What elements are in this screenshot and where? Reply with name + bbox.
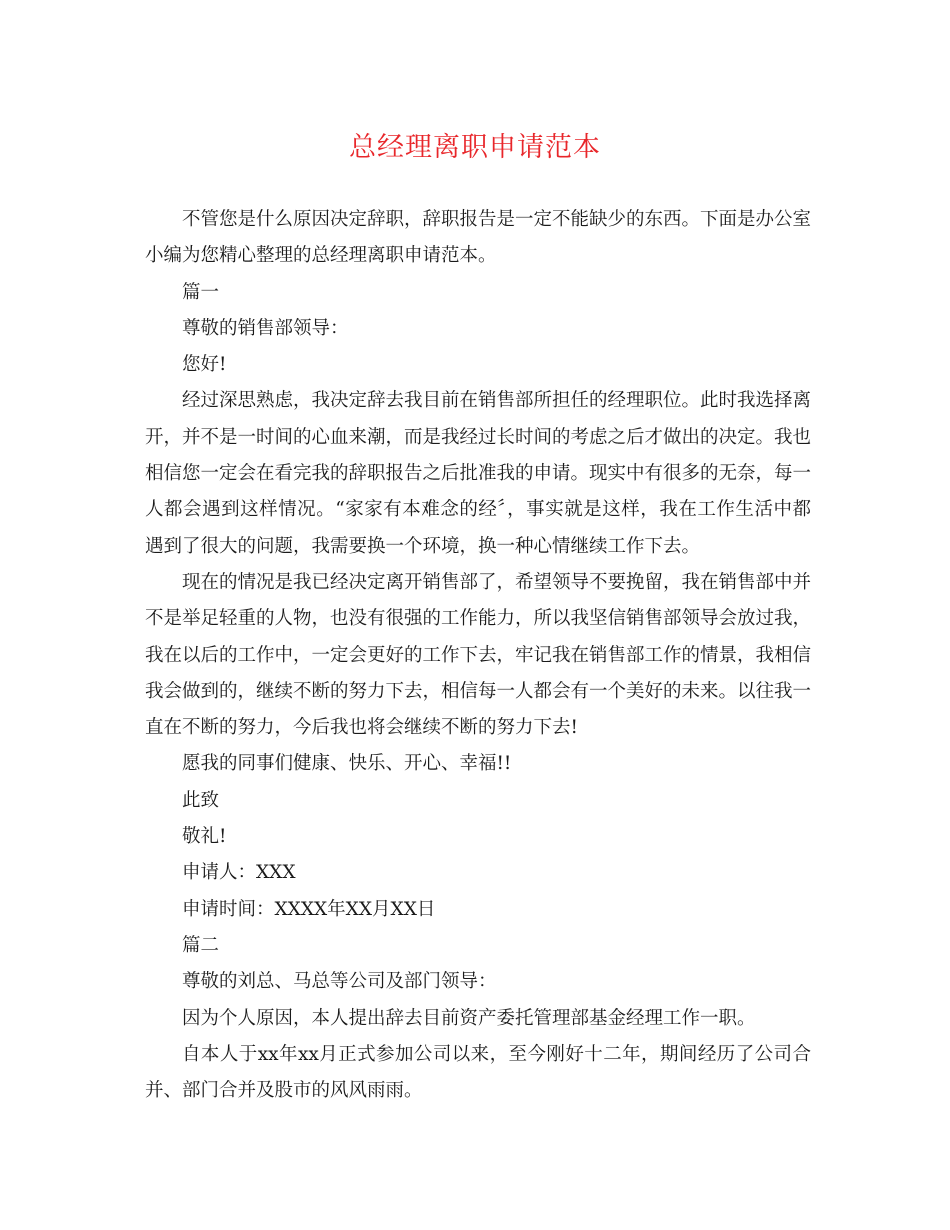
part1-closing-2: 敬礼! — [182, 826, 227, 848]
part2-paragraph-2: 自本人于xx年xx月正式参加公司以来，至今刚好十二年，期间经历了公司合并、部门合并及股市的风风雨雨。 — [145, 1043, 811, 1102]
part1-greeting: 您好! — [182, 354, 227, 376]
part1-paragraph-1: 经过深思熟虑，我决定辞去我目前在销售部所担任的经理职位。此时我选择离开，并不是一时间的心血来潮，而是我经过长时间的考虑之后才做出的决定。我也相信您一定会在看完我的辞职报告之后批准我的申请。现实中有很多的无奈，每一人都会遇到这样情况。“家家有本难念的经〞，事实就是这样，我在工作生活中都遇到了很大的问题，我需要换一个环境，换一种心情继续工作下去。 — [145, 390, 812, 557]
part1-wishes: 愿我的同事们健康、快乐、开心、幸福!! — [182, 753, 512, 775]
part1-salutation: 尊敬的销售部领导： — [182, 317, 349, 339]
intro-paragraph: 不管您是什么原因决定辞职，辞职报告是一定不能缺少的东西。下面是办公室小编为您精心整理的总经理离职申请范本。 — [145, 209, 812, 267]
part2-salutation: 尊敬的刘总、马总等公司及部门领导： — [182, 971, 497, 993]
part1-closing-1: 此致 — [182, 789, 220, 811]
part1-paragraph-2: 现在的情况是我已经决定离开销售部了，希望领导不要挽留，我在销售部中并不是举足轻重的人物，也没有很强的工作能力，所以我坚信销售部领导会放过我，我在以后的工作中，一定会更好的工作下去，牢记我在销售部工作的情景，我相信我会做到的，继续不断的努力下去，相信每一人都会有一个美好的未来。以往我一直在不断的努力，今后我也将会继续不断的努力下去! — [145, 571, 812, 739]
part1-date: 申请时间：XXXX年XX月XX日 — [182, 898, 436, 920]
document-title: 总经理离职申请范本 — [349, 132, 601, 163]
part2-heading: 篇二 — [182, 934, 220, 956]
part2-paragraph-1: 因为个人原因，本人提出辞去目前资产委托管理部基金经理工作一职。 — [182, 1007, 756, 1029]
part1-applicant: 申请人：XXX — [182, 862, 296, 884]
document-body — [145, 202, 811, 1109]
part1-heading: 篇一 — [182, 281, 220, 303]
